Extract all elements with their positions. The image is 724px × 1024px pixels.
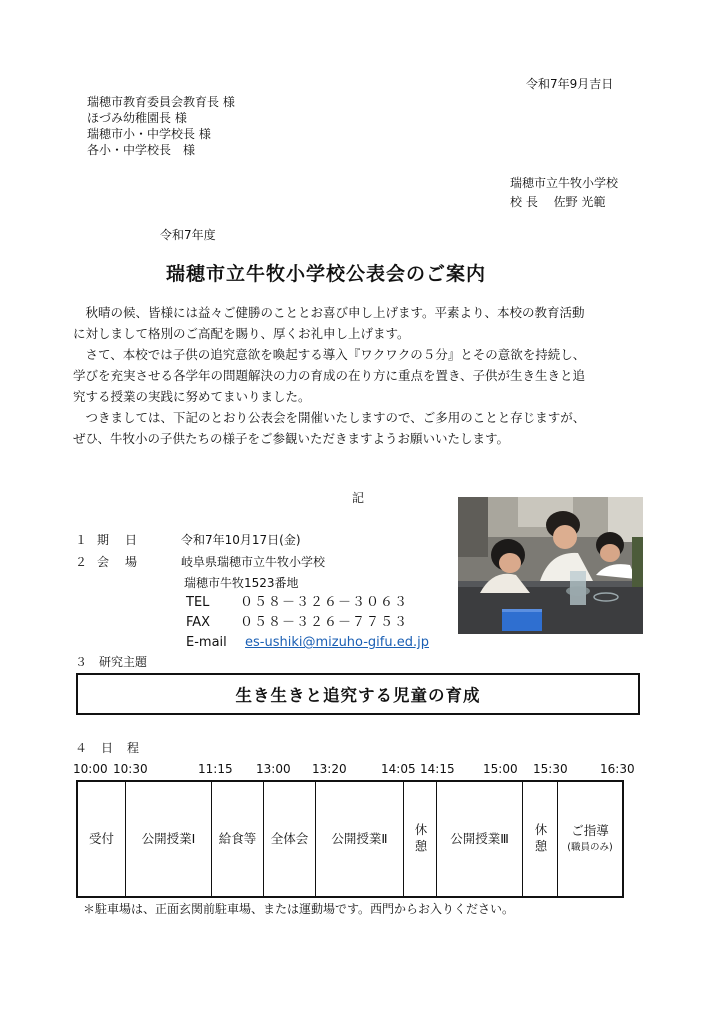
year-label: 令和7年度 — [160, 228, 216, 242]
page-title: 瑞穂市立牛牧小学校公表会のご案内 — [166, 263, 487, 285]
schedule-lesson1: 公開授業Ⅰ — [126, 782, 212, 896]
time-label: 14:15 — [420, 762, 455, 776]
time-label: 11:15 — [198, 762, 233, 776]
time-label: 10:00 — [73, 762, 108, 776]
recipient-3: 瑞穂市小・中学校長 様 — [87, 127, 211, 141]
item-venue-label: 会 場 — [97, 555, 140, 569]
schedule-assembly: 全体会 — [264, 782, 316, 896]
tel-value: ０５８－３２６－３０６３ — [240, 595, 409, 610]
classroom-photo — [458, 497, 643, 634]
body-line: 秋晴の候、皆様には益々ご健勝のこととお喜び申し上げます。平素より、本校の教育活動 — [73, 305, 585, 320]
guidance-note: (職員のみ) — [567, 842, 613, 853]
fax-value: ０５８－３２６－７７５３ — [240, 615, 409, 630]
time-label: 10:30 — [113, 762, 148, 776]
email-link[interactable]: es-ushiki@mizuho-gifu.ed.jp — [245, 635, 429, 650]
sender-school: 瑞穂市立牛牧小学校 — [510, 176, 619, 190]
item-date-label: 期 日 — [97, 533, 140, 547]
body-line: 究する授業の実践に努めてまいりました。 — [73, 389, 311, 404]
item-date-value: 令和7年10月17日(金) — [181, 533, 301, 547]
time-label: 16:30 — [600, 762, 635, 776]
body-line: さて、本校では子供の追究意欲を喚起する導入『ワクワクの５分』とその意欲を持続し、 — [73, 347, 586, 362]
item-date-number: １ — [75, 533, 88, 547]
item-venue-number: ２ — [75, 555, 88, 569]
body-line: 学びを充実させる各学年の問題解決の力の育成の在り方に重点を置き、子供が生き生きと追 — [73, 368, 586, 383]
body-line: つきましては、下記のとおり公表会を開催いたしますので、ご多用のことと存じますが、 — [73, 410, 586, 425]
schedule-break1: 休憩 — [404, 782, 437, 896]
sender-principal: 校 長 佐野 光範 — [510, 195, 606, 209]
recipient-1: 瑞穂市教育委員会教育長 様 — [87, 95, 235, 109]
schedule-lesson3: 公開授業Ⅲ — [437, 782, 523, 896]
time-label: 13:00 — [256, 762, 291, 776]
recipient-4: 各小・中学校長 様 — [87, 143, 196, 157]
schedule-heading: ４ 日 程 — [75, 741, 141, 755]
schedule-lunch: 給食等 — [212, 782, 264, 896]
time-label: 15:00 — [483, 762, 518, 776]
body-line: に対しまして格別のご高配を賜り、厚くお礼申し上げます。 — [73, 326, 410, 341]
time-label: 15:30 — [533, 762, 568, 776]
theme-heading: ３ 研究主題 — [75, 655, 148, 669]
document-date: 令和7年9月吉日 — [526, 77, 614, 91]
body-line: ぜひ、牛牧小の子供たちの様子をご参観いただきますようお願いいたします。 — [73, 431, 510, 446]
email-label: E-mail — [186, 635, 227, 650]
time-label: 13:20 — [312, 762, 347, 776]
item-venue-name: 岐阜県瑞穂市立牛牧小学校 — [181, 555, 326, 569]
ki-mark: 記 — [352, 491, 365, 505]
schedule-guidance: ご指導 (職員のみ) — [558, 782, 622, 896]
schedule-break2: 休憩 — [523, 782, 558, 896]
fax-label: FAX — [186, 615, 211, 630]
item-venue-address: 瑞穂市牛牧1523番地 — [184, 576, 299, 590]
schedule-table — [76, 780, 624, 898]
schedule-lesson2: 公開授業Ⅱ — [316, 782, 404, 896]
tel-label: TEL — [186, 595, 210, 610]
theme-box — [76, 673, 640, 715]
body-text — [73, 302, 653, 449]
recipient-2: ほづみ幼稚園長 様 — [87, 111, 187, 125]
schedule-reception: 受付 — [78, 782, 126, 896]
theme-text: 生き生きと追究する児童の育成 — [235, 686, 481, 705]
parking-note: ＊駐車場は、正面玄関前駐車場、または運動場です。西門からお入りください。 — [83, 902, 515, 916]
time-label: 14:05 — [381, 762, 416, 776]
